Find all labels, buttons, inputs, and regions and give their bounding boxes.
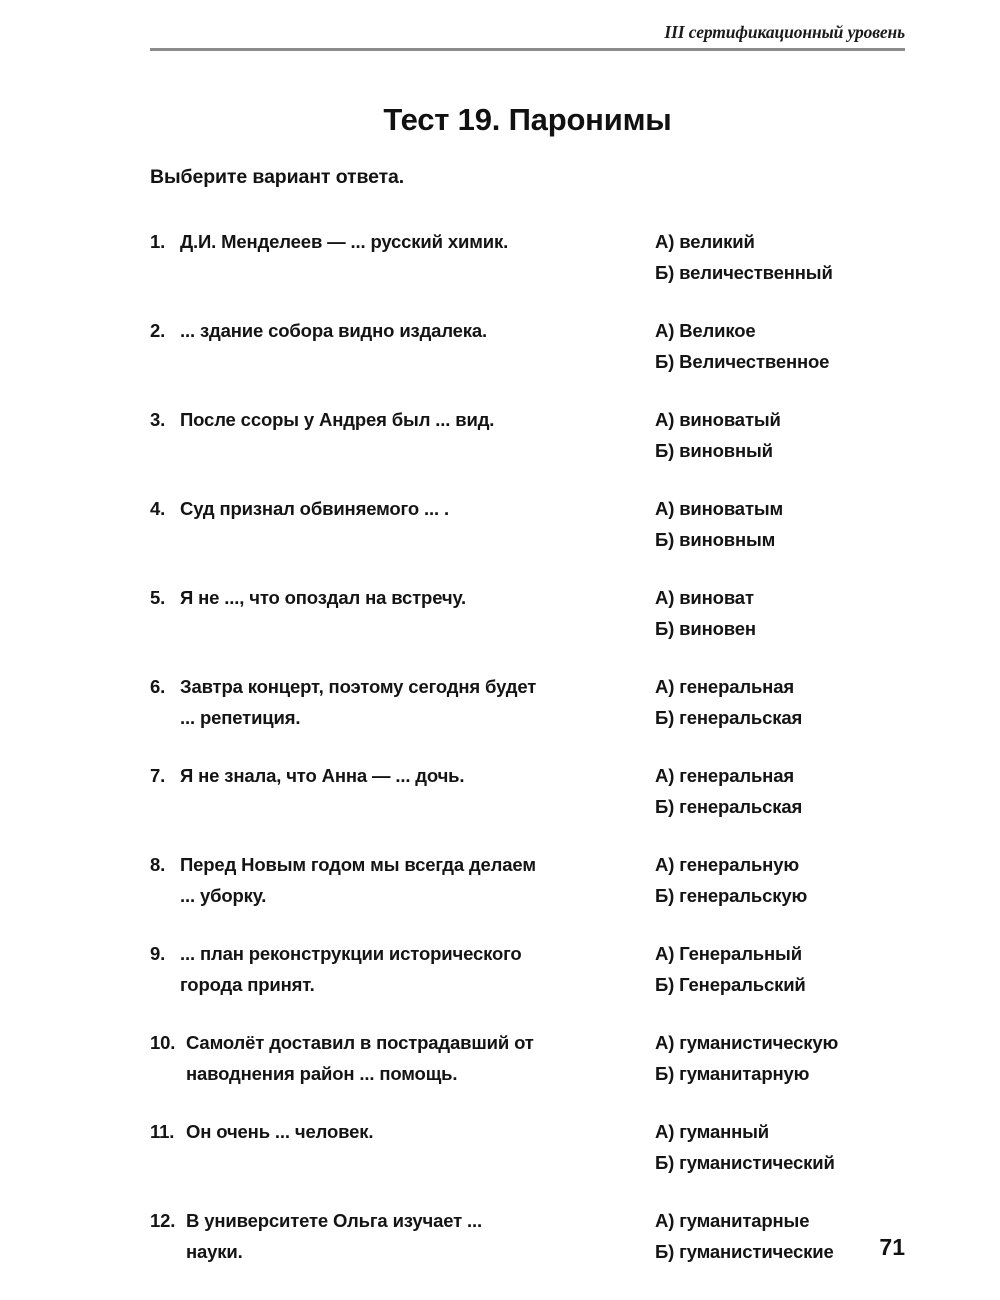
answer-option-b[interactable]: Б) виновен	[655, 618, 756, 639]
question-line-1: Завтра концерт, поэтому сегодня будет	[180, 676, 537, 697]
question-item	[150, 404, 910, 466]
answer-options	[655, 493, 783, 555]
answer-option-a[interactable]: А) генеральная	[655, 765, 794, 786]
question-item	[150, 1116, 910, 1178]
question-text	[150, 760, 650, 791]
question-line-1: Суд признал обвиняемого ... .	[180, 498, 449, 519]
question-item	[150, 226, 910, 288]
question-line-2: ... уборку.	[180, 885, 267, 906]
question-item	[150, 671, 910, 733]
question-item	[150, 938, 910, 1000]
answer-options	[655, 582, 756, 644]
answer-option-b[interactable]: Б) виновный	[655, 440, 773, 461]
question-text	[150, 1116, 650, 1147]
question-list	[150, 226, 910, 1294]
instruction-text: Выберите вариант ответа.	[150, 166, 405, 188]
question-number: 4.	[150, 498, 166, 519]
question-text	[150, 1027, 650, 1089]
answer-option-b[interactable]: Б) генеральская	[655, 707, 803, 728]
question-line-1: Самолёт доставил в пострадавший от	[186, 1032, 534, 1053]
answer-option-b[interactable]: Б) гуманистические	[655, 1241, 834, 1262]
question-number: 7.	[150, 765, 166, 786]
answer-options	[655, 671, 802, 733]
question-number: 8.	[150, 854, 166, 875]
question-line-1: Перед Новым годом мы всегда делаем	[180, 854, 536, 875]
answer-option-a[interactable]: А) Генеральный	[655, 943, 802, 964]
answer-option-b[interactable]: Б) генеральскую	[655, 885, 808, 906]
question-line-1: После ссоры у Андрея был ... вид.	[180, 409, 495, 430]
answer-options	[655, 226, 833, 288]
question-text	[150, 582, 650, 613]
question-number: 10.	[150, 1032, 176, 1053]
answer-option-a[interactable]: А) генеральную	[655, 854, 799, 875]
question-text	[150, 226, 650, 257]
question-text	[150, 493, 650, 524]
question-item	[150, 849, 910, 911]
question-text	[150, 849, 650, 911]
answer-option-a[interactable]: А) Великое	[655, 320, 756, 341]
question-line-1: Я не ..., что опоздал на встречу.	[180, 587, 466, 608]
question-number: 2.	[150, 320, 166, 341]
running-header-text: III сертификационный уровень	[664, 22, 905, 42]
question-line-2: города принят.	[180, 974, 315, 995]
question-item	[150, 493, 910, 555]
answer-option-b[interactable]: Б) генеральская	[655, 796, 803, 817]
answer-option-a[interactable]: А) виноват	[655, 587, 754, 608]
answer-options	[655, 1027, 838, 1089]
question-number: 11.	[150, 1121, 175, 1142]
question-item	[150, 582, 910, 644]
answer-options	[655, 849, 807, 911]
question-number: 9.	[150, 943, 166, 964]
answer-option-a[interactable]: А) виноватый	[655, 409, 781, 430]
question-number: 3.	[150, 409, 166, 430]
question-item	[150, 1027, 910, 1089]
question-number: 12.	[150, 1210, 176, 1231]
answer-options	[655, 1116, 835, 1178]
answer-option-a[interactable]: А) генеральная	[655, 676, 794, 697]
answer-option-b[interactable]: Б) гуманитарную	[655, 1063, 810, 1084]
answer-option-b[interactable]: Б) гуманистический	[655, 1152, 835, 1173]
question-number: 6.	[150, 676, 166, 697]
answer-options	[655, 760, 802, 822]
answer-option-b[interactable]: Б) величественный	[655, 262, 833, 283]
question-line-2: наводнения район ... помощь.	[186, 1063, 458, 1084]
question-text	[150, 315, 650, 346]
page-number: 71	[879, 1234, 905, 1260]
question-line-1: Он очень ... человек.	[186, 1121, 374, 1142]
question-line-1: ... план реконструкции исторического	[180, 943, 522, 964]
question-number: 1.	[150, 231, 166, 252]
answer-option-a[interactable]: А) виноватым	[655, 498, 784, 519]
question-item	[150, 315, 910, 377]
answer-option-b[interactable]: Б) виновным	[655, 529, 776, 550]
question-item	[150, 760, 910, 822]
header-divider-rule	[150, 48, 905, 51]
question-line-1: Я не знала, что Анна — ... дочь.	[180, 765, 465, 786]
question-line-1: В университете Ольга изучает ...	[186, 1210, 483, 1231]
answer-options	[655, 315, 829, 377]
answer-option-a[interactable]: А) гуманный	[655, 1121, 770, 1142]
answer-options	[655, 404, 781, 466]
answer-options	[655, 938, 806, 1000]
answer-option-a[interactable]: А) гуманистическую	[655, 1032, 839, 1053]
answer-option-b[interactable]: Б) Генеральский	[655, 974, 806, 995]
question-text	[150, 404, 650, 435]
page-title: Тест 19. Паронимы	[383, 101, 672, 137]
question-number: 5.	[150, 587, 166, 608]
question-text	[150, 671, 650, 733]
question-line-2: ... репетиция.	[180, 707, 301, 728]
question-text	[150, 938, 650, 1000]
question-line-1: Д.И. Менделеев — ... русский химик.	[180, 231, 509, 252]
answer-option-a[interactable]: А) гуманитарные	[655, 1210, 810, 1231]
answer-option-a[interactable]: А) великий	[655, 231, 755, 252]
answer-option-b[interactable]: Б) Величественное	[655, 351, 830, 372]
question-line-1: ... здание собора видно издалека.	[180, 320, 488, 341]
question-line-2: науки.	[186, 1241, 243, 1262]
